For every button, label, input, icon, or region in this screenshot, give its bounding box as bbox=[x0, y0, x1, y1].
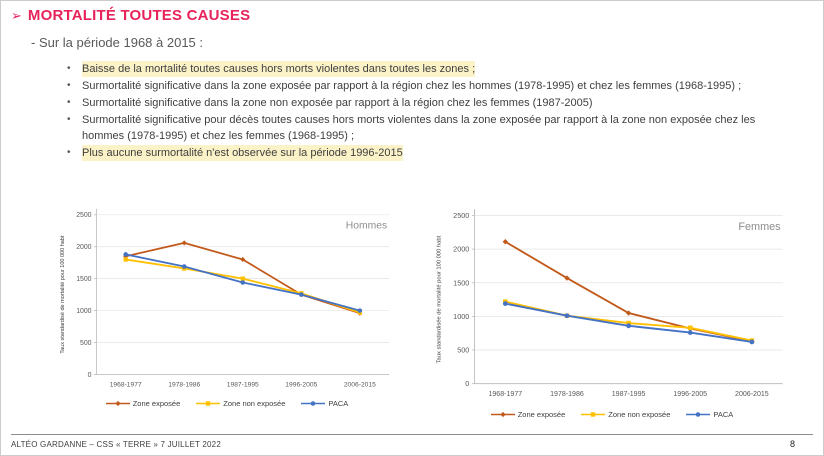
data-point bbox=[182, 240, 187, 245]
legend-label: Zone non exposée bbox=[608, 409, 671, 419]
y-axis-title: Taux standardisée de mortalité pour 100 000 habt bbox=[436, 235, 443, 364]
chart-hommes bbox=[57, 201, 397, 408]
bullet-text: Surmortalité significative dans la zone exposée par rapport à la région chez les hommes (1978-1995) et chez les femmes (1968-1995) ; bbox=[82, 80, 742, 92]
data-point bbox=[503, 301, 508, 306]
legend-label: PACA bbox=[713, 409, 734, 419]
legend-marker-icon bbox=[696, 412, 701, 417]
y-axis-title: Taux standardisé de mortalité pour 100 000 habt bbox=[59, 235, 66, 354]
data-point bbox=[182, 264, 187, 269]
x-tick-label: 1978-1986 bbox=[550, 391, 584, 399]
data-point bbox=[299, 292, 304, 297]
x-tick-label: 1996-2005 bbox=[673, 391, 708, 399]
bullet-item bbox=[67, 95, 799, 111]
y-tick-label: 0 bbox=[465, 379, 470, 389]
y-tick-label: 1000 bbox=[76, 307, 92, 315]
legend-marker-icon bbox=[311, 401, 316, 406]
bullet-item bbox=[67, 78, 799, 94]
legend-swatch-icon bbox=[491, 410, 515, 419]
bullet-dot-icon: • bbox=[67, 97, 71, 108]
footer bbox=[11, 434, 813, 449]
chart-title: Hommes bbox=[345, 220, 388, 232]
legend-swatch-icon bbox=[686, 410, 710, 419]
bullet-dot-icon: • bbox=[67, 114, 71, 125]
legend-label: Zone exposée bbox=[517, 409, 566, 419]
data-point bbox=[358, 308, 363, 313]
data-point bbox=[241, 280, 246, 285]
y-tick-label: 2000 bbox=[453, 244, 470, 254]
bullet-dot-icon: • bbox=[67, 147, 71, 158]
bullet-text: Baisse de la mortalité toutes causes hors morts violentes dans toutes les zones ; bbox=[82, 63, 476, 75]
title-row bbox=[11, 7, 250, 24]
legend-item bbox=[301, 399, 348, 408]
footer-text: ALTÉO GARDANNE – CSS « TERRE » 7 JUILLET 2022 bbox=[11, 439, 221, 449]
legend-label: PACA bbox=[328, 399, 349, 409]
legend-femmes bbox=[433, 410, 791, 419]
legend-item bbox=[106, 399, 181, 408]
legend-item bbox=[581, 410, 670, 419]
bullet-item bbox=[67, 145, 799, 161]
bullet-item bbox=[67, 112, 799, 144]
bullet-list bbox=[67, 61, 799, 162]
y-tick-label: 1500 bbox=[453, 278, 470, 288]
subtitle: - Sur la période 1968 à 2015 : bbox=[31, 35, 204, 50]
legend-swatch-icon bbox=[106, 399, 130, 408]
y-tick-label: 2500 bbox=[453, 211, 470, 221]
legend-item bbox=[491, 410, 566, 419]
data-point bbox=[749, 340, 754, 345]
x-tick-label: 1978-1986 bbox=[168, 381, 201, 389]
x-tick-label: 1987-1995 bbox=[611, 391, 646, 399]
legend-label: Zone exposée bbox=[132, 399, 181, 409]
legend-swatch-icon bbox=[581, 410, 605, 419]
x-tick-label: 1996-2005 bbox=[285, 381, 318, 389]
legend-label: Zone non exposée bbox=[223, 399, 286, 409]
x-tick-label: 1987-1995 bbox=[226, 381, 259, 389]
data-point bbox=[626, 323, 631, 328]
legend-swatch-icon bbox=[196, 399, 220, 408]
bullet-item bbox=[67, 61, 799, 77]
bullet-text: Surmortalité significative pour décès toutes causes hors morts violentes dans la zone exposée par rapport à la zone non exposée chez les hommes (1978-1995) et chez les femmes (1968-1995) ; bbox=[82, 114, 756, 142]
legend-marker-icon bbox=[115, 401, 120, 406]
y-tick-label: 1000 bbox=[453, 311, 470, 321]
y-tick-label: 2000 bbox=[76, 244, 92, 252]
data-point bbox=[565, 313, 570, 318]
y-tick-label: 500 bbox=[457, 345, 470, 355]
x-tick-label: 1968-1977 bbox=[109, 381, 142, 389]
series-line bbox=[126, 259, 360, 312]
line-chart-hommes bbox=[57, 201, 397, 398]
x-tick-label: 2006-2015 bbox=[343, 381, 376, 389]
legend-swatch-icon bbox=[301, 399, 325, 408]
bullet-dot-icon: • bbox=[67, 63, 71, 74]
y-tick-label: 500 bbox=[80, 339, 92, 347]
x-tick-label: 1968-1977 bbox=[488, 391, 523, 399]
page-title: MORTALITÉ TOUTES CAUSES bbox=[27, 7, 251, 24]
bullet-text: Plus aucune surmortalité n'est observée sur la période 1996-2015 bbox=[82, 147, 403, 159]
data-point bbox=[688, 330, 693, 335]
legend-marker-icon bbox=[206, 401, 210, 405]
y-tick-label: 1500 bbox=[76, 276, 92, 284]
data-point bbox=[124, 257, 128, 261]
data-point bbox=[241, 276, 245, 280]
page-number: 8 bbox=[789, 439, 795, 449]
y-tick-label: 0 bbox=[87, 371, 92, 379]
legend-marker-icon bbox=[591, 412, 595, 416]
legend-hommes bbox=[57, 399, 397, 408]
y-tick-label: 2500 bbox=[76, 212, 92, 220]
data-point bbox=[688, 326, 693, 331]
legend-item bbox=[686, 410, 733, 419]
arrow-bullet-icon: ➢ bbox=[11, 8, 22, 23]
chart-femmes bbox=[433, 201, 791, 419]
bullet-dot-icon: • bbox=[67, 80, 71, 91]
chart-title: Femmes bbox=[738, 221, 781, 234]
legend-marker-icon bbox=[500, 411, 505, 416]
x-tick-label: 2006-2015 bbox=[735, 391, 769, 399]
bullet-text: Surmortalité significative dans la zone non exposée par rapport à la région chez les femmes (1987-2005) bbox=[82, 97, 593, 109]
data-point bbox=[123, 252, 128, 257]
legend-item bbox=[196, 399, 285, 408]
line-chart-femmes bbox=[433, 201, 791, 409]
